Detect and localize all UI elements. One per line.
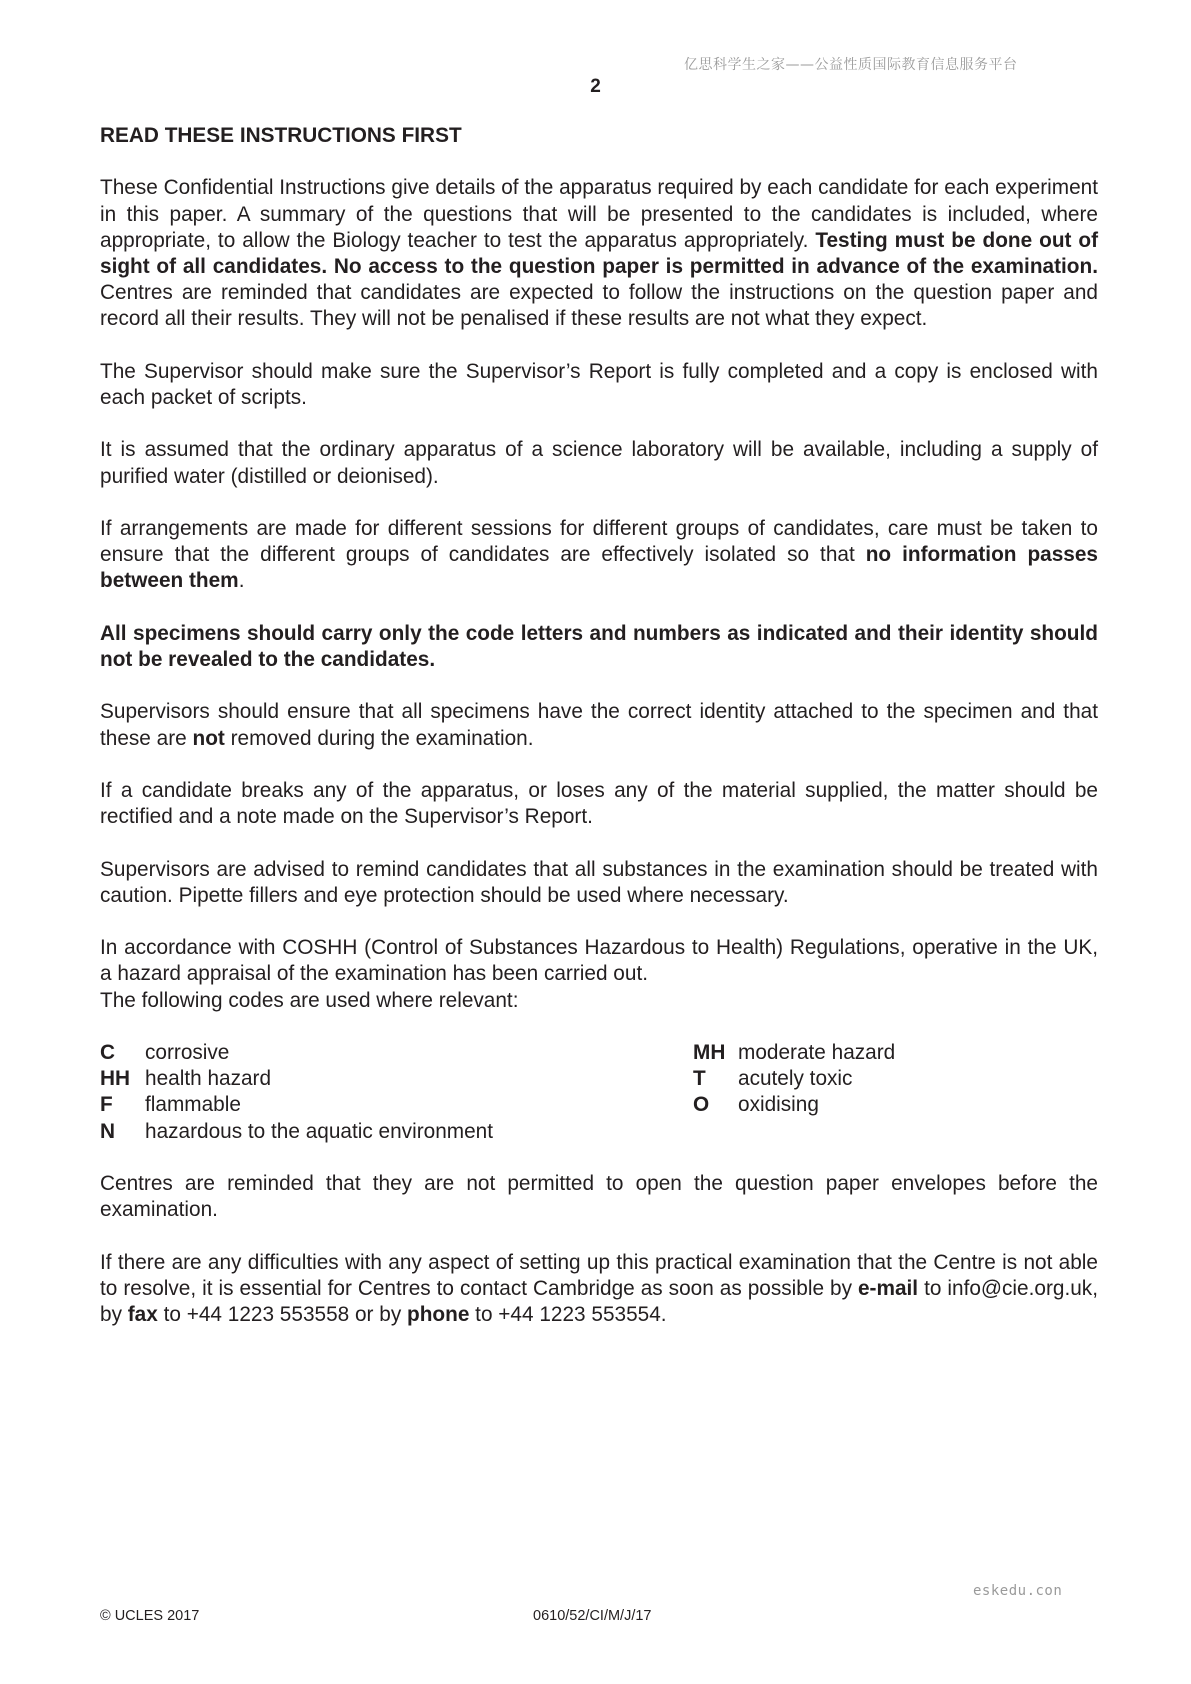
watermark-bottom: eskedu.con — [973, 1583, 1063, 1599]
bold-text-span: not — [192, 726, 225, 750]
text-span: . — [238, 569, 245, 593]
hazard-codes-left-column — [100, 1040, 493, 1145]
paragraph-breakage: If a candidate breaks any of the apparatus, or loses any of the material supplied, the matter should be rectified and a note made on the Supervisor’s Report. — [100, 778, 1098, 829]
text-span: If arrangements are made for different sessions for different groups of candidates, care must be taken to ensure that the different groups of candidates are effectively isolated so that — [100, 516, 1098, 567]
bold-text-span: e-mail — [857, 1276, 919, 1300]
paragraph-envelopes: Centres are reminded that they are not permitted to open the question paper envelopes before the examination. — [100, 1171, 1098, 1222]
text-span: to +44 1223 553554. — [469, 1302, 667, 1326]
hazard-code-row — [100, 1040, 493, 1066]
watermark-top: 亿思科学生之家——公益性质国际教育信息服务平台 — [684, 57, 1018, 73]
paragraph-specimen-codes: All specimens should carry only the code letters and numbers as indicated and their identity should not be revealed to the candidates. — [100, 621, 1098, 671]
page-number: 2 — [590, 76, 601, 97]
hazard-code-description: acutely toxic — [738, 1067, 853, 1091]
bold-text-span: no information passes between them — [100, 543, 1098, 593]
hazard-code-key: N — [100, 1119, 116, 1143]
paragraph-sessions — [100, 516, 1098, 595]
paragraph-caution: Supervisors are advised to remind candidates that all substances in the examination should be treated with caution. Pipette fillers and eye protection should be used where necessary. — [100, 857, 1098, 907]
hazard-code-key: MH — [693, 1040, 726, 1064]
hazard-code-description: moderate hazard — [738, 1040, 896, 1064]
text-span: If there are any difficulties with any aspect of setting up this practical examination that the Centre is not able to resolve, it is essential for Centres to contact Cambridge as soon as possible by — [100, 1250, 1098, 1300]
hazard-code-row — [100, 1066, 493, 1092]
hazard-code-description: oxidising — [738, 1093, 819, 1117]
hazard-codes-list — [100, 1040, 1098, 1145]
hazard-code-description: corrosive — [145, 1040, 230, 1064]
hazard-code-key: T — [693, 1067, 706, 1091]
text-span: The following codes are used where relevant: — [100, 988, 519, 1012]
bold-text-span: phone — [407, 1302, 470, 1326]
bold-text-span: fax — [127, 1302, 158, 1326]
hazard-code-row — [693, 1066, 895, 1092]
text-span: Supervisors should ensure that all specimens have the correct identity attached to the specimen and that these are — [100, 700, 1098, 750]
instructions-body — [100, 123, 1098, 1354]
text-span: removed during the examination. — [224, 726, 534, 750]
paragraph-contact — [100, 1250, 1098, 1329]
text-span: These Confidential Instructions give details of the apparatus required by each candidate for each experiment in this paper. A summary of the questions that will be presented to the candidates is included, where appropriate, to allow the Biology teacher to test the apparatus appropriately. — [100, 176, 1098, 252]
hazard-code-row — [100, 1119, 493, 1145]
text-span: to +44 1223 553558 or by — [157, 1302, 407, 1326]
hazard-code-row — [100, 1092, 493, 1118]
paragraph-specimen-identity — [100, 699, 1098, 751]
hazard-code-key: F — [100, 1093, 113, 1117]
text-span: Centres are reminded that candidates are expected to follow the instructions on the question paper and record all their results. They will not be penalised if these results are not what they expect. — [100, 281, 1098, 331]
bold-text-span: Testing must be done out of sight of all candidates. No access to the question paper is permitted in advance of the examination. — [100, 228, 1099, 278]
page-heading: READ THESE INSTRUCTIONS FIRST — [100, 124, 462, 147]
hazard-code-row — [693, 1040, 895, 1066]
paragraph-coshh — [100, 935, 1098, 1014]
hazard-code-key: O — [693, 1093, 710, 1117]
hazard-code-description: hazardous to the aquatic environment — [145, 1119, 493, 1143]
text-span: In accordance with COSHH (Control of Substances Hazardous to Health) Regulations, operative in the UK, a hazard appraisal of the examination has been carried out. — [100, 936, 1098, 986]
paragraph-confidential-instructions — [100, 175, 1098, 332]
footer-paper-code: 0610/52/CI/M/J/17 — [533, 1608, 652, 1624]
hazard-code-description: health hazard — [145, 1067, 272, 1091]
hazard-code-key: C — [100, 1040, 116, 1064]
paragraph-apparatus: It is assumed that the ordinary apparatus of a science laboratory will be available, including a supply of purified water (distilled or deionised). — [100, 438, 1098, 488]
hazard-code-row — [693, 1092, 895, 1118]
hazard-code-description: flammable — [145, 1093, 241, 1117]
hazard-codes-right-column — [693, 1040, 895, 1119]
paragraph-supervisor-report: The Supervisor should make sure the Supervisor’s Report is fully completed and a copy is enclosed with each packet of scripts. — [100, 359, 1098, 409]
hazard-code-key: HH — [100, 1067, 131, 1091]
text-span: to info@cie.org.uk, by — [100, 1276, 1098, 1326]
footer-copyright: © UCLES 2017 — [100, 1608, 200, 1624]
